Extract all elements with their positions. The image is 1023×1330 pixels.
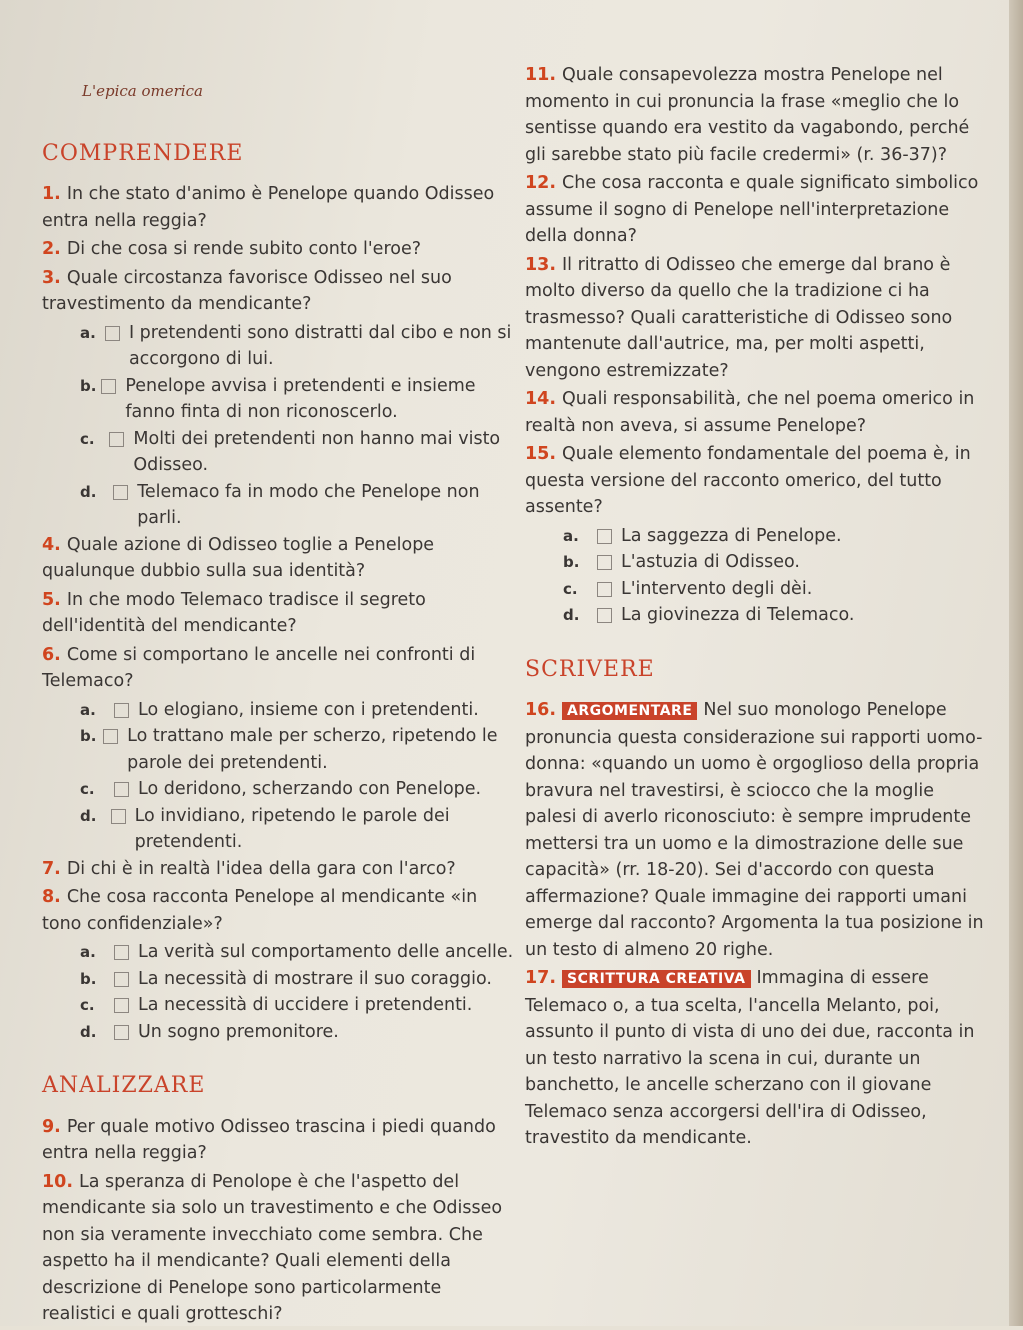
q15-option-a: a. La saggezza di Penelope. [563,525,842,546]
q15-option-d: d. La giovinezza di Telemaco. [563,605,855,625]
q15-option-c: c. L'intervento degli dèi. [563,578,813,599]
q6-option-c: c. Lo deridono, scherzando con Penelope. [80,779,482,799]
checkbox[interactable] [114,782,129,797]
checkbox[interactable] [597,608,612,623]
q3-option-d: d. Telemaco fa in modo che Penelope non parli. [80,481,480,528]
checkbox[interactable] [101,379,116,394]
question-3: 3. Quale circostanza favorisce Odisseo nel suo travestimento da mendicante? [42,267,452,314]
checkbox[interactable] [109,432,124,447]
checkbox[interactable] [103,729,118,744]
question-11: 11. Quale consapevolezza mostra Penelope nel momento in cui pronuncia la frase «meglio che lo sentisse quando era vestito da vagabondo, perché gli sarebbe stato più facile credermi» (r. 36-37)? [525,65,970,165]
question-5: 5. In che modo Telemaco tradisce il segreto dell'identità del mendicante? [42,589,426,636]
question-8: 8. Che cosa racconta Penelope al mendicante «in tono confidenziale»? [42,887,478,934]
q8-option-c: c. La necessità di uccidere i pretendenti. [80,995,473,1015]
q8-option-a: a. La verità sul comportamento delle ancelle. [80,942,514,962]
question-12: 12. Che cosa racconta e quale significato simbolico assume il sogno di Penelope nell'interpretazione della donna? [525,173,979,246]
checkbox[interactable] [114,998,129,1013]
question-7: 7. Di chi è in realtà l'idea della gara con l'arco? [42,858,456,879]
question-1: 1. In che stato d'animo è Penelope quando Odisseo entra nella reggia? [42,184,495,231]
q3-option-a: a. I pretendenti sono distratti dal cibo e non si accorgono di lui. [80,322,512,369]
page-edge [1009,0,1023,1326]
question-10: 10. La speranza di Penolope è che l'aspetto del mendicante sia solo un travestimento e che Odisseo non sia veramente invecchiato come sembra. Che aspetto ha il mendicante? Quali elementi della descrizione di Penelope sono particolarmente realistici e quali grotteschi? [42,1171,503,1324]
q8-option-b: b. La necessità di mostrare il suo coraggio. [80,968,492,989]
question-14: 14. Quali responsabilità, che nel poema omerico in realtà non aveva, si assume Penelope? [525,389,975,436]
header-comprendere: COMPRENDERE [42,140,244,166]
left-column [42,78,520,1330]
q6-option-d: d. Lo invidiano, ripetendo le parole dei pretendenti. [80,805,450,852]
question-9: 9. Per quale motivo Odisseo trascina i piedi quando entra nella reggia? [42,1116,496,1163]
scrittura-creativa-tag: SCRITTURA CREATIVA [562,970,750,988]
question-2: 2. Di che cosa si rende subito conto l'eroe? [42,239,422,259]
checkbox[interactable] [114,972,129,987]
q3-option-b: b. Penelope avvisa i pretendenti e insieme fanno finta di non riconoscerlo. [80,375,476,422]
section-title: L'epica omerica [82,82,203,100]
checkbox[interactable] [597,555,612,570]
q8-option-d: d. Un sogno premonitore. [80,1021,339,1042]
q6-option-b: b. Lo trattano male per scherzo, ripetendo le parole dei pretendenti. [80,726,498,773]
checkbox[interactable] [111,809,126,824]
checkbox[interactable] [597,529,612,544]
q6-option-a: a. Lo elogiano, insieme con i pretendenti. [80,699,479,720]
q15-option-b: b. L'astuzia di Odisseo. [563,552,800,572]
question-17: 17. SCRITTURA CREATIVA Immagina di essere Telemaco o, a tua scelta, l'ancella Melanto, poi, assunto il punto di vista di uno dei due, racconta in un testo narrativo la scena in cui, durante un banchetto, le ancelle scherzano con il giovane Telemaco senza accorgersi dell'ira di Odisseo, travestito da mendicante. [525,968,975,1148]
header-scrivere: SCRIVERE [525,656,655,682]
argomentare-tag: ARGOMENTARE [562,702,697,720]
checkbox[interactable] [114,1025,129,1040]
checkbox[interactable] [114,945,129,960]
question-6: 6. Come si comportano le ancelle nei confronti di Telemaco? [42,644,476,691]
checkbox[interactable] [105,326,120,341]
checkbox[interactable] [113,485,128,500]
question-15: 15. Quale elemento fondamentale del poema è, in questa versione del racconto omerico, del tutto assente? [525,444,971,517]
question-13: 13. Il ritratto di Odisseo che emerge dal brano è molto diverso da quello che la tradizione ci ha trasmesso? Quali caratteristiche di Odisseo sono mantenute dall'autrice, ma, per molti aspetti, vengono estremizzate? [525,254,953,381]
header-analizzare: ANALIZZARE [42,1073,206,1098]
question-4: 4. Quale azione di Odisseo toglie a Penelope qualunque dubbio sulla sua identità? [42,534,435,581]
right-column [525,62,985,1154]
checkbox[interactable] [114,703,129,718]
question-16: 16. ARGOMENTARE Nel suo monologo Penelope pronuncia questa considerazione sui rapporti uomo-donna: «quando un uomo è orgoglioso della propria bravura nel travestirsi, è sciocco che la moglie palesi di averlo riconosciuto: è sempre imprudente mettersi tra un uomo e la dimostrazione delle sue capacità» (rr. 18-20). Sei d'accordo con questa affermazione? Quale immagine dei rapporti umani emerge dal racconto? Argomenta la tua posizione in un testo di almeno 20 righe. [525,700,984,960]
checkbox[interactable] [597,582,612,597]
q3-option-c: c. Molti dei pretendenti non hanno mai visto Odisseo. [80,428,501,475]
